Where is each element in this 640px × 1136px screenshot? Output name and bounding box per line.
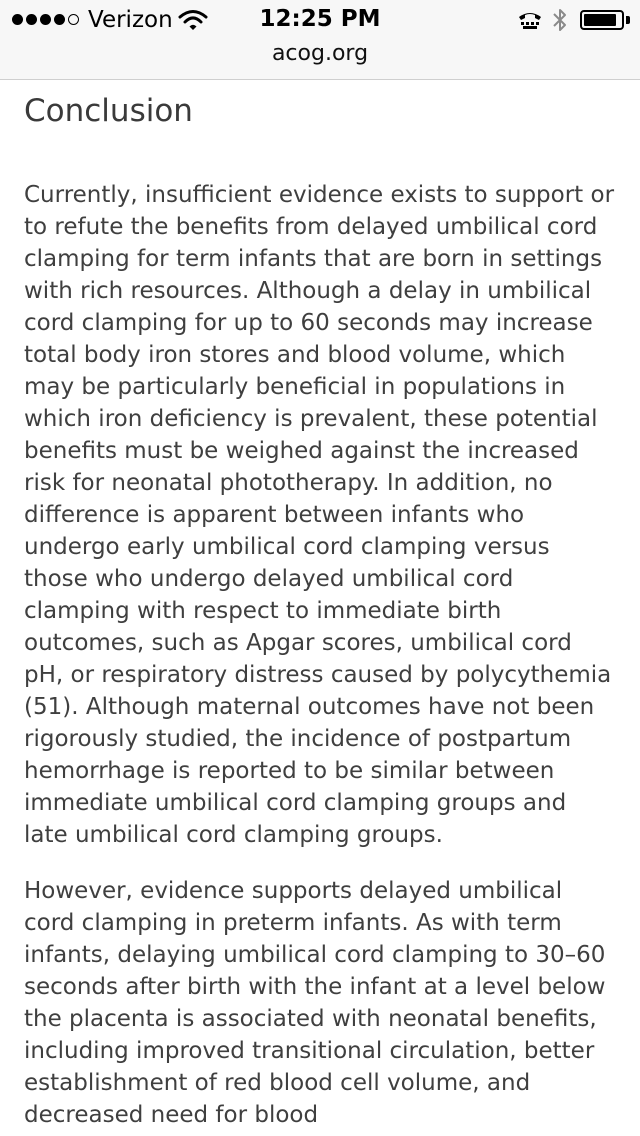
carrier-name: Verizon (88, 7, 173, 33)
tty-icon (518, 10, 542, 30)
article-paragraph: Currently, insufficient evidence exists to support or to refute the benefits from delayed umbilical cord clamping for term infants that are born in settings with rich resources. Although a delay in umbilical cord clamping for up to 60 seconds may increase total body iron stores and blood volume, which may be particularly beneficial in populations in which iron deficiency is prevalent, these potential benefits must be weighed against the increased risk for neonatal phototherapy. In addition, no difference is apparent between infants who undergo early umbilical cord clamping versus those who undergo delayed umbilical cord clamping with respect to immediate birth outcomes, such as Apgar scores, umbilical cord pH, or respiratory distress caused by polycythemia (51). Although maternal outcomes have not been rigorously studied, the incidence of postpartum hemorrhage is reported to be similar between immediate umbilical cord clamping groups and late umbilical cord clamping groups. (24, 182, 615, 848)
browser-top-bar (0, 0, 640, 80)
article-content (0, 81, 640, 1136)
address-bar[interactable]: acog.org (271, 41, 369, 66)
status-time: 12:25 PM (259, 6, 381, 32)
battery-tip (626, 16, 630, 24)
bluetooth-icon (552, 6, 568, 34)
article-paragraph: However, evidence supports delayed umbilical cord clamping in preterm infants. As with term infants, delaying umbilical cord clamping to 30–60 seconds after birth with the infant at a level below the placenta is associated with neonatal benefits, including improved transitional circulation, better establishment of red blood cell volume, and decreased need for blood (24, 878, 606, 1128)
battery-fill (584, 14, 616, 26)
section-heading: Conclusion (24, 93, 193, 129)
battery-icon (580, 10, 624, 30)
status-bar (0, 0, 640, 40)
